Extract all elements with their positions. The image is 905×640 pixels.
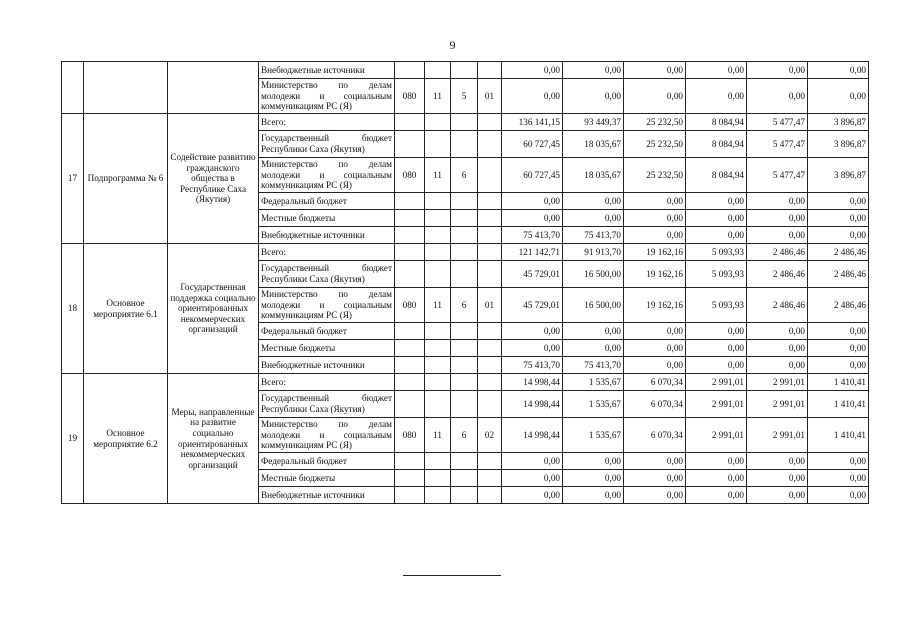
amount-cell: 0,00 — [808, 210, 869, 227]
budget-code-cell — [395, 62, 425, 79]
budget-code-cell — [478, 193, 502, 210]
budget-code-cell — [451, 487, 478, 504]
budget-code-cell: 6 — [451, 288, 478, 323]
budget-code-cell — [395, 470, 425, 487]
budget-code-cell: 11 — [425, 288, 451, 323]
amount-cell: 2 486,46 — [747, 261, 808, 288]
budget-code-cell — [478, 340, 502, 357]
budget-code-cell — [425, 261, 451, 288]
budget-code-cell — [395, 357, 425, 374]
budget-code-cell — [478, 357, 502, 374]
budget-code-cell — [425, 62, 451, 79]
budget-code-cell — [451, 340, 478, 357]
amount-cell: 0,00 — [624, 193, 686, 210]
amount-cell: 0,00 — [624, 470, 686, 487]
budget-code-cell — [395, 340, 425, 357]
amount-cell: 0,00 — [686, 470, 747, 487]
budget-code-cell — [451, 62, 478, 79]
budget-code-cell — [478, 131, 502, 158]
amount-cell: 3 896,87 — [808, 158, 869, 193]
budget-code-cell — [478, 244, 502, 261]
funding-source-cell: Государственный бюджет Республики Саха (Якутия) — [259, 131, 395, 158]
budget-code-cell — [478, 323, 502, 340]
funding-source-cell: Всего: — [259, 374, 395, 391]
budget-code-cell: 6 — [451, 158, 478, 193]
activity-name-cell: Содействие развитию гражданского общества в Республике Саха (Якутия) — [168, 114, 259, 244]
amount-cell: 2 486,46 — [808, 244, 869, 261]
row-number-cell: 19 — [62, 374, 84, 504]
amount-cell: 0,00 — [624, 79, 686, 114]
amount-cell: 0,00 — [686, 340, 747, 357]
budget-code-cell — [395, 193, 425, 210]
budget-code-cell — [425, 114, 451, 131]
amount-cell: 0,00 — [808, 79, 869, 114]
activity-name-cell: Государственная поддержка социально ориентированных некоммерческих организаций — [168, 244, 259, 374]
budget-code-cell — [425, 227, 451, 244]
funding-source-cell: Внебюджетные источники — [259, 227, 395, 244]
budget-code-cell — [478, 374, 502, 391]
amount-cell: 0,00 — [624, 357, 686, 374]
amount-cell: 0,00 — [563, 323, 624, 340]
amount-cell: 0,00 — [563, 210, 624, 227]
amount-cell: 1 410,41 — [808, 418, 869, 453]
budget-code-cell — [395, 244, 425, 261]
amount-cell: 2 991,01 — [747, 418, 808, 453]
budget-code-cell — [395, 487, 425, 504]
amount-cell: 0,00 — [502, 193, 563, 210]
amount-cell: 8 084,94 — [686, 158, 747, 193]
amount-cell: 75 413,70 — [502, 227, 563, 244]
budget-code-cell — [395, 391, 425, 418]
funding-source-cell: Местные бюджеты — [259, 340, 395, 357]
amount-cell: 0,00 — [624, 323, 686, 340]
budget-code-cell — [478, 158, 502, 193]
funding-source-cell: Министерство по делам молодежи и социальным коммуникациям РС (Я) — [259, 158, 395, 193]
budget-code-cell — [395, 261, 425, 288]
amount-cell: 5 093,93 — [686, 261, 747, 288]
amount-cell: 0,00 — [686, 453, 747, 470]
amount-cell: 0,00 — [747, 453, 808, 470]
budget-code-cell — [478, 227, 502, 244]
amount-cell: 0,00 — [502, 62, 563, 79]
budget-code-cell — [395, 374, 425, 391]
budget-code-cell: 11 — [425, 79, 451, 114]
budget-code-cell — [425, 391, 451, 418]
budget-code-cell — [451, 261, 478, 288]
budget-code-cell — [425, 244, 451, 261]
amount-cell: 0,00 — [502, 210, 563, 227]
amount-cell: 0,00 — [808, 62, 869, 79]
footer-divider — [403, 575, 501, 576]
amount-cell: 0,00 — [624, 340, 686, 357]
budget-code-cell — [451, 374, 478, 391]
amount-cell: 1 410,41 — [808, 374, 869, 391]
amount-cell: 0,00 — [686, 193, 747, 210]
table-row — [62, 114, 869, 131]
amount-cell: 2 486,46 — [808, 261, 869, 288]
amount-cell: 0,00 — [808, 487, 869, 504]
budget-code-cell: 01 — [478, 288, 502, 323]
amount-cell: 0,00 — [563, 79, 624, 114]
amount-cell: 19 162,16 — [624, 261, 686, 288]
budget-code-cell — [425, 453, 451, 470]
funding-source-cell: Внебюджетные источники — [259, 487, 395, 504]
budget-code-cell — [425, 210, 451, 227]
amount-cell: 0,00 — [686, 227, 747, 244]
amount-cell: 0,00 — [808, 323, 869, 340]
budget-code-cell: 11 — [425, 418, 451, 453]
amount-cell: 60 727,45 — [502, 131, 563, 158]
funding-source-cell: Местные бюджеты — [259, 210, 395, 227]
budget-code-cell — [451, 193, 478, 210]
budget-code-cell: 11 — [425, 158, 451, 193]
budget-code-cell: 5 — [451, 79, 478, 114]
budget-code-cell — [451, 453, 478, 470]
funding-source-cell: Федеральный бюджет — [259, 193, 395, 210]
amount-cell: 45 729,01 — [502, 261, 563, 288]
amount-cell: 0,00 — [563, 193, 624, 210]
amount-cell: 3 896,87 — [808, 114, 869, 131]
amount-cell: 75 413,70 — [563, 357, 624, 374]
budget-code-cell: 02 — [478, 418, 502, 453]
amount-cell: 75 413,70 — [502, 357, 563, 374]
amount-cell: 0,00 — [747, 79, 808, 114]
funding-source-cell: Министерство по делам молодежи и социальным коммуникациям РС (Я) — [259, 288, 395, 323]
amount-cell: 0,00 — [747, 210, 808, 227]
budget-code-cell — [395, 227, 425, 244]
amount-cell: 16 500,00 — [563, 261, 624, 288]
budget-code-cell — [478, 114, 502, 131]
amount-cell: 8 084,94 — [686, 114, 747, 131]
amount-cell: 25 232,50 — [624, 131, 686, 158]
amount-cell: 0,00 — [686, 79, 747, 114]
program-cell — [84, 62, 168, 114]
amount-cell: 5 477,47 — [747, 114, 808, 131]
budget-code-cell — [478, 391, 502, 418]
budget-code-cell — [395, 453, 425, 470]
amount-cell: 60 727,45 — [502, 158, 563, 193]
funding-source-cell: Местные бюджеты — [259, 470, 395, 487]
budget-code-cell — [478, 210, 502, 227]
amount-cell: 1 410,41 — [808, 391, 869, 418]
budget-code-cell — [451, 391, 478, 418]
amount-cell: 2 991,01 — [686, 418, 747, 453]
budget-code-cell — [425, 374, 451, 391]
program-cell: Подпрограмма № 6 — [84, 114, 168, 244]
table-row — [62, 374, 869, 391]
budget-code-cell: 01 — [478, 79, 502, 114]
funding-source-cell: Федеральный бюджет — [259, 453, 395, 470]
amount-cell: 0,00 — [747, 357, 808, 374]
funding-source-cell: Министерство по делам молодежи и социальным коммуникациям РС (Я) — [259, 418, 395, 453]
amount-cell: 0,00 — [563, 340, 624, 357]
funding-source-cell: Внебюджетные источники — [259, 62, 395, 79]
amount-cell: 2 486,46 — [747, 244, 808, 261]
amount-cell: 6 070,34 — [624, 374, 686, 391]
amount-cell: 5 477,47 — [747, 158, 808, 193]
amount-cell: 0,00 — [747, 323, 808, 340]
budget-code-cell — [395, 323, 425, 340]
budget-code-cell — [395, 210, 425, 227]
amount-cell: 2 991,01 — [686, 374, 747, 391]
budget-code-cell — [425, 487, 451, 504]
budget-code-cell — [451, 131, 478, 158]
table-row — [62, 62, 869, 79]
amount-cell: 0,00 — [747, 62, 808, 79]
funding-source-cell: Федеральный бюджет — [259, 323, 395, 340]
amount-cell: 0,00 — [624, 210, 686, 227]
table-row — [62, 244, 869, 261]
amount-cell: 1 535,67 — [563, 374, 624, 391]
budget-code-cell — [451, 323, 478, 340]
amount-cell: 14 998,44 — [502, 391, 563, 418]
amount-cell: 2 486,46 — [808, 288, 869, 323]
amount-cell: 6 070,34 — [624, 418, 686, 453]
amount-cell: 136 141,15 — [502, 114, 563, 131]
funding-source-cell: Всего: — [259, 244, 395, 261]
amount-cell: 0,00 — [686, 323, 747, 340]
amount-cell: 75 413,70 — [563, 227, 624, 244]
budget-code-cell — [425, 323, 451, 340]
amount-cell: 19 162,16 — [624, 244, 686, 261]
amount-cell: 0,00 — [808, 470, 869, 487]
budget-code-cell — [451, 357, 478, 374]
budget-code-cell — [425, 470, 451, 487]
activity-name-cell — [168, 62, 259, 114]
amount-cell: 2 991,01 — [747, 391, 808, 418]
row-number-cell: 17 — [62, 114, 84, 244]
budget-code-cell — [425, 131, 451, 158]
budget-code-cell — [478, 261, 502, 288]
budget-code-cell — [451, 470, 478, 487]
amount-cell: 5 477,47 — [747, 131, 808, 158]
program-cell: Основное мероприятие 6.1 — [84, 244, 168, 374]
amount-cell: 0,00 — [502, 453, 563, 470]
amount-cell: 0,00 — [624, 453, 686, 470]
amount-cell: 91 913,70 — [563, 244, 624, 261]
funding-source-cell: Государственный бюджет Республики Саха (Якутия) — [259, 391, 395, 418]
amount-cell: 1 535,67 — [563, 418, 624, 453]
budget-code-cell — [451, 244, 478, 261]
funding-source-cell: Внебюджетные источники — [259, 357, 395, 374]
amount-cell: 0,00 — [808, 340, 869, 357]
amount-cell: 25 232,50 — [624, 158, 686, 193]
amount-cell: 16 500,00 — [563, 288, 624, 323]
amount-cell: 14 998,44 — [502, 374, 563, 391]
amount-cell: 18 035,67 — [563, 158, 624, 193]
budget-code-cell: 080 — [395, 79, 425, 114]
amount-cell: 93 449,37 — [563, 114, 624, 131]
amount-cell: 0,00 — [686, 357, 747, 374]
budget-code-cell — [451, 210, 478, 227]
amount-cell: 0,00 — [624, 227, 686, 244]
budget-code-cell — [478, 470, 502, 487]
amount-cell: 0,00 — [563, 62, 624, 79]
amount-cell: 6 070,34 — [624, 391, 686, 418]
amount-cell: 2 991,01 — [747, 374, 808, 391]
amount-cell: 0,00 — [747, 487, 808, 504]
amount-cell: 1 535,67 — [563, 391, 624, 418]
budget-code-cell — [478, 62, 502, 79]
amount-cell: 2 486,46 — [747, 288, 808, 323]
budget-code-cell — [478, 487, 502, 504]
amount-cell: 0,00 — [502, 340, 563, 357]
budget-code-cell — [451, 114, 478, 131]
amount-cell: 0,00 — [747, 227, 808, 244]
budget-code-cell — [395, 131, 425, 158]
amount-cell: 0,00 — [563, 453, 624, 470]
amount-cell: 5 093,93 — [686, 288, 747, 323]
row-number-cell: 18 — [62, 244, 84, 374]
budget-code-cell — [451, 227, 478, 244]
program-cell: Основное мероприятие 6.2 — [84, 374, 168, 504]
amount-cell: 5 093,93 — [686, 244, 747, 261]
amount-cell: 121 142,71 — [502, 244, 563, 261]
budget-code-cell — [425, 193, 451, 210]
amount-cell: 14 998,44 — [502, 418, 563, 453]
amount-cell: 0,00 — [808, 357, 869, 374]
amount-cell: 0,00 — [686, 62, 747, 79]
amount-cell: 18 035,67 — [563, 131, 624, 158]
funding-source-cell: Всего: — [259, 114, 395, 131]
amount-cell: 3 896,87 — [808, 131, 869, 158]
amount-cell: 0,00 — [747, 470, 808, 487]
amount-cell: 0,00 — [808, 227, 869, 244]
amount-cell: 0,00 — [563, 487, 624, 504]
amount-cell: 0,00 — [502, 470, 563, 487]
page-number: 9 — [449, 38, 456, 52]
amount-cell: 0,00 — [502, 79, 563, 114]
budget-code-cell — [478, 453, 502, 470]
budget-code-cell — [425, 357, 451, 374]
budget-code-cell: 080 — [395, 158, 425, 193]
amount-cell: 2 991,01 — [686, 391, 747, 418]
amount-cell: 0,00 — [624, 487, 686, 504]
amount-cell: 0,00 — [502, 323, 563, 340]
amount-cell: 45 729,01 — [502, 288, 563, 323]
budget-code-cell: 6 — [451, 418, 478, 453]
budget-table — [61, 61, 869, 504]
amount-cell: 0,00 — [624, 62, 686, 79]
amount-cell: 0,00 — [686, 487, 747, 504]
row-number-cell — [62, 62, 84, 114]
amount-cell: 0,00 — [686, 210, 747, 227]
budget-code-cell — [395, 114, 425, 131]
amount-cell: 8 084,94 — [686, 131, 747, 158]
amount-cell: 0,00 — [747, 193, 808, 210]
amount-cell: 0,00 — [808, 453, 869, 470]
amount-cell: 0,00 — [747, 340, 808, 357]
amount-cell: 25 232,50 — [624, 114, 686, 131]
budget-code-cell: 080 — [395, 288, 425, 323]
amount-cell: 0,00 — [502, 487, 563, 504]
funding-source-cell: Государственный бюджет Республики Саха (Якутия) — [259, 261, 395, 288]
amount-cell: 19 162,16 — [624, 288, 686, 323]
budget-code-cell: 080 — [395, 418, 425, 453]
amount-cell: 0,00 — [808, 193, 869, 210]
budget-code-cell — [425, 340, 451, 357]
amount-cell: 0,00 — [563, 470, 624, 487]
funding-source-cell: Министерство по делам молодежи и социальным коммуникациям РС (Я) — [259, 79, 395, 114]
activity-name-cell: Меры, направленные на развитие социально ориентированных некоммерческих организаций — [168, 374, 259, 504]
